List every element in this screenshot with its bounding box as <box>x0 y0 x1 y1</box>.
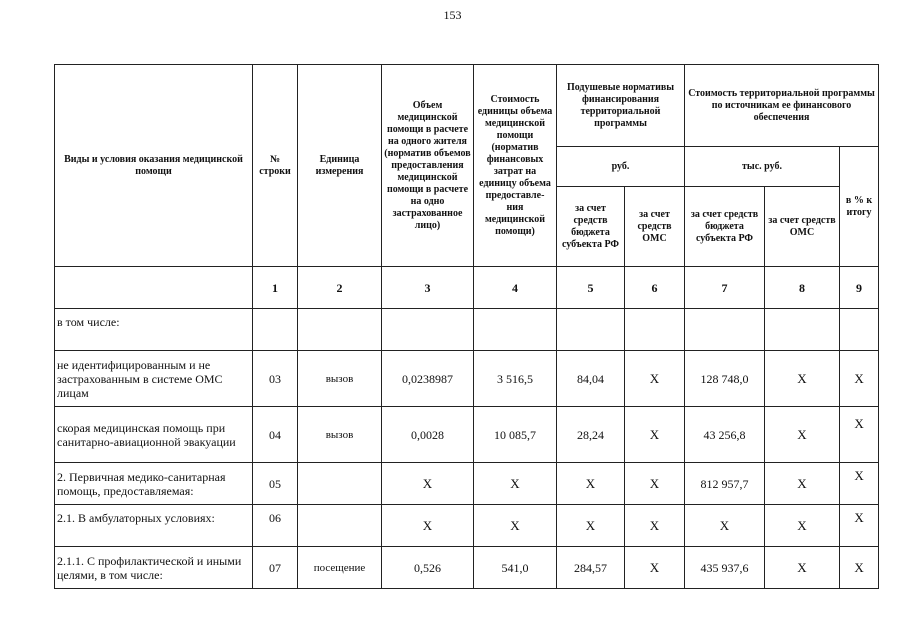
row-volume: 0,0028 <box>382 407 474 463</box>
row-budget-rub: 284,57 <box>557 547 625 589</box>
row-budget-thous: 812 957,7 <box>685 463 765 505</box>
table-row <box>55 505 879 547</box>
col-number: 6 <box>625 267 685 309</box>
col-number: 4 <box>474 267 557 309</box>
col-number <box>55 267 253 309</box>
row-budget-thous: 128 748,0 <box>685 351 765 407</box>
row-oms-thous: X <box>765 463 840 505</box>
row-cost: X <box>474 505 557 547</box>
row-name: 2. Первичная медико-санитарная помощь, предоставляемая: <box>55 463 253 505</box>
row-budget-thous: 43 256,8 <box>685 407 765 463</box>
row-number: 04 <box>253 407 298 463</box>
header-oms-thous: за счет средств ОМС <box>765 187 840 267</box>
row-volume: 0,526 <box>382 547 474 589</box>
row-percent: X <box>840 547 879 589</box>
row-volume: 0,0238987 <box>382 351 474 407</box>
row-cost: X <box>474 463 557 505</box>
col-number: 3 <box>382 267 474 309</box>
header-oms-rub: за счет средств ОМС <box>625 187 685 267</box>
row-oms-thous: X <box>765 351 840 407</box>
row-oms-rub: X <box>625 463 685 505</box>
table-row <box>55 407 879 463</box>
row-oms-thous: X <box>765 407 840 463</box>
row-oms-thous: X <box>765 547 840 589</box>
col-number: 8 <box>765 267 840 309</box>
header-row-no: № строки <box>253 65 298 267</box>
table-row <box>55 463 879 505</box>
row-oms-rub: X <box>625 505 685 547</box>
col-number: 9 <box>840 267 879 309</box>
header-rub: руб. <box>557 147 685 187</box>
row-cost: 541,0 <box>474 547 557 589</box>
header-percent: в % к итогу <box>840 147 879 267</box>
header-per-capita: Подушевые нормативы финансирования территориальной программы <box>557 65 685 147</box>
row-unit: посещение <box>298 547 382 589</box>
table-row <box>55 309 879 351</box>
row-name: 2.1. В амбулаторных условиях: <box>55 505 253 547</box>
row-budget-rub: X <box>557 463 625 505</box>
row-number: 03 <box>253 351 298 407</box>
column-numbers-row <box>55 267 879 309</box>
row-budget-rub: X <box>557 505 625 547</box>
header-volume: Объем медицинской помощи в расчете на одного жителя (норматив объемов предоставления медицинской помощи в расчете на одно застрахованное лицо) <box>382 65 474 267</box>
row-name: скорая медицинская помощь при санитарно-авиационной эвакуации <box>55 407 253 463</box>
row-oms-rub: X <box>625 351 685 407</box>
row-budget-rub: 84,04 <box>557 351 625 407</box>
row-cost: 3 516,5 <box>474 351 557 407</box>
row-percent: X <box>840 351 879 407</box>
col-number: 5 <box>557 267 625 309</box>
row-budget-thous: X <box>685 505 765 547</box>
row-percent: X <box>840 407 879 463</box>
col-number: 7 <box>685 267 765 309</box>
row-unit <box>298 505 382 547</box>
col-number: 1 <box>253 267 298 309</box>
row-number: 06 <box>253 505 298 547</box>
row-name: в том числе: <box>55 309 253 351</box>
header-budget-rub: за счет средств бюджета субъекта РФ <box>557 187 625 267</box>
row-budget-thous: 435 937,6 <box>685 547 765 589</box>
row-unit: вызов <box>298 407 382 463</box>
header-unit: Единица измерения <box>298 65 382 267</box>
row-percent: X <box>840 505 879 547</box>
header-budget-thous: за счет средств бюджета субъекта РФ <box>685 187 765 267</box>
header-total-cost: Стоимость территориальной программы по источникам ее финансового обеспечения <box>685 65 879 147</box>
row-oms-rub: X <box>625 407 685 463</box>
row-number: 05 <box>253 463 298 505</box>
header-thous-rub: тыс. руб. <box>685 147 840 187</box>
page-number: 153 <box>443 8 462 22</box>
row-unit <box>298 463 382 505</box>
header-cost: Стоимость единицы объема медицинской помощи (норматив финансовых затрат на единицу объема предоставле- ния медицинской помощи) <box>474 65 557 267</box>
row-number: 07 <box>253 547 298 589</box>
row-volume: X <box>382 505 474 547</box>
row-name: не идентифицированным и не застрахованным в системе ОМС лицам <box>55 351 253 407</box>
financing-table <box>54 64 879 589</box>
table-row <box>55 547 879 589</box>
table-row <box>55 351 879 407</box>
row-budget-rub: 28,24 <box>557 407 625 463</box>
row-volume: X <box>382 463 474 505</box>
col-number: 2 <box>298 267 382 309</box>
row-name: 2.1.1. С профилактической и иными целями, в том числе: <box>55 547 253 589</box>
row-oms-rub: X <box>625 547 685 589</box>
row-cost: 10 085,7 <box>474 407 557 463</box>
row-oms-thous: X <box>765 505 840 547</box>
row-unit: вызов <box>298 351 382 407</box>
row-percent: X <box>840 463 879 505</box>
header-kind: Виды и условия оказания медицинской помощи <box>55 65 253 267</box>
